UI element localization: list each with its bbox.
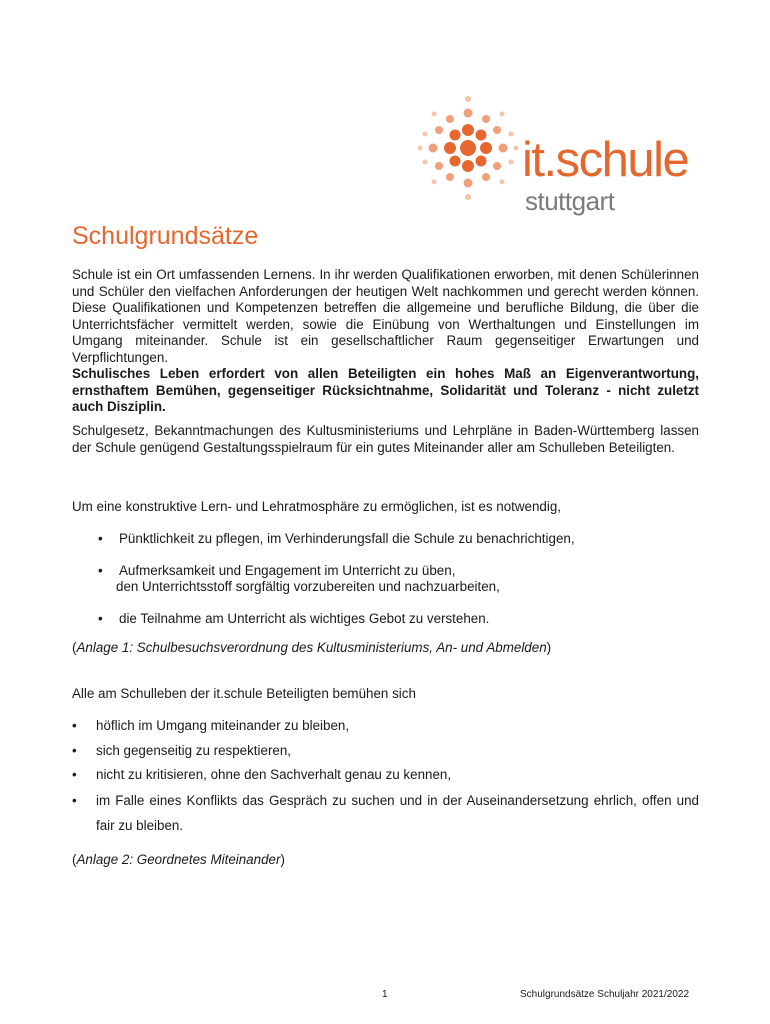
list-item-text: sich gegenseitig zu respektieren, (96, 742, 292, 758)
section1-list (72, 531, 699, 642)
logo-subtitle: stuttgart (525, 186, 615, 216)
bullet-icon: • (98, 610, 103, 626)
annex-2-text: Anlage 2: Geordnetes Miteinander (76, 852, 281, 867)
logo-wordmark: it.schule (522, 133, 689, 187)
list-item-text: Pünktlichkeit zu pflegen, im Verhinderungsfall die Schule zu benachrichtigen, (119, 531, 575, 546)
footer-title: Schulgrundsätze Schuljahr 2021/2022 (520, 989, 690, 1000)
list-item-text: nicht zu kritisieren, ohne den Sachverhalt genau zu kennen, (96, 767, 452, 782)
intro-paragraph: Schule ist ein Ort umfassenden Lernens. In ihr werden Qualifikationen erworben, mit denen Schülerinnen und Schüler den vielfachen Anforderungen der heutigen Welt nachkommen und gerecht werden können. Diese Qualifikationen und Kompetenzen betreffen die allgemeine und berufliche Bildung, die über die Unterrichtsfächer vermittelt werden, sowie die Einübung von Werthaltungen und Einstellungen im Umgang miteinander. Schule ist ein gesellschaftlicher Raum gegenseitiger Erwartungen und Verpflichtungen. (72, 267, 699, 365)
list-item (72, 563, 699, 596)
list-item-text: höflich im Umgang miteinander zu bleiben, (96, 718, 350, 733)
annex-open-paren: ( (72, 852, 77, 867)
annex-2-reference (72, 852, 285, 869)
intro-bold-paragraph: Schulisches Leben erfordert von allen Beteiligten ein hohes Maß an Eigenverantwortung, ernsthaftem Bemühen, gegenseitiger Rücksichtnahme, Solidarität und Toleranz - nicht zuletzt auch Disziplin. (72, 366, 699, 414)
list-item (72, 767, 699, 784)
page-title: Schulgrundsätze (72, 222, 259, 250)
bullet-icon: • (98, 531, 103, 546)
annex-close-paren: ) (280, 852, 285, 867)
annex-close-paren: ) (546, 640, 552, 655)
list-item (72, 788, 699, 838)
page-number: 1 (382, 989, 388, 1000)
bullet-icon: • (72, 742, 77, 758)
section2-list (72, 718, 699, 846)
list-item (72, 718, 699, 735)
annex-open-paren: ( (72, 640, 77, 655)
schulgesetz-paragraph: Schulgesetz, Bekanntmachungen des Kultusministeriums und Lehrpläne in Baden-Württemberg lassen der Schule genügend Gestaltungsspielraum für ein gutes Miteinander aller am Schulleben Beteiligten. (72, 423, 699, 455)
bullet-icon: • (72, 792, 77, 808)
list-item-text: Aufmerksamkeit und Engagement im Unterricht zu üben, (119, 562, 456, 578)
school-logo (418, 96, 708, 220)
list-item (72, 611, 699, 628)
logo-dots-icon (418, 96, 528, 206)
bullet-icon: • (72, 767, 77, 782)
bullet-icon: • (98, 562, 103, 578)
list-item-text-continued: den Unterrichtsstoff sorgfältig vorzubereiten und nachzuarbeiten, (116, 579, 500, 594)
section1-lead: Um eine konstruktive Lern- und Lehratmosphäre zu ermöglichen, ist es notwendig, (72, 499, 562, 514)
section2-lead: Alle am Schulleben der it.schule Beteiligten bemühen sich (72, 686, 416, 701)
bullet-icon: • (72, 718, 77, 733)
annex-1-reference (72, 640, 551, 657)
list-item (72, 531, 699, 548)
list-item (72, 743, 699, 760)
list-item-text: die Teilnahme am Unterricht als wichtiges Gebot zu verstehen. (119, 610, 490, 626)
list-item-text: im Falle eines Konflikts das Gespräch zu suchen und in der Auseinandersetzung ehrlich, offen und fair zu bleiben. (96, 792, 699, 833)
annex-1-text: Anlage 1: Schulbesuchsverordnung des Kultusministeriums, An- und Abmelden (76, 640, 547, 655)
